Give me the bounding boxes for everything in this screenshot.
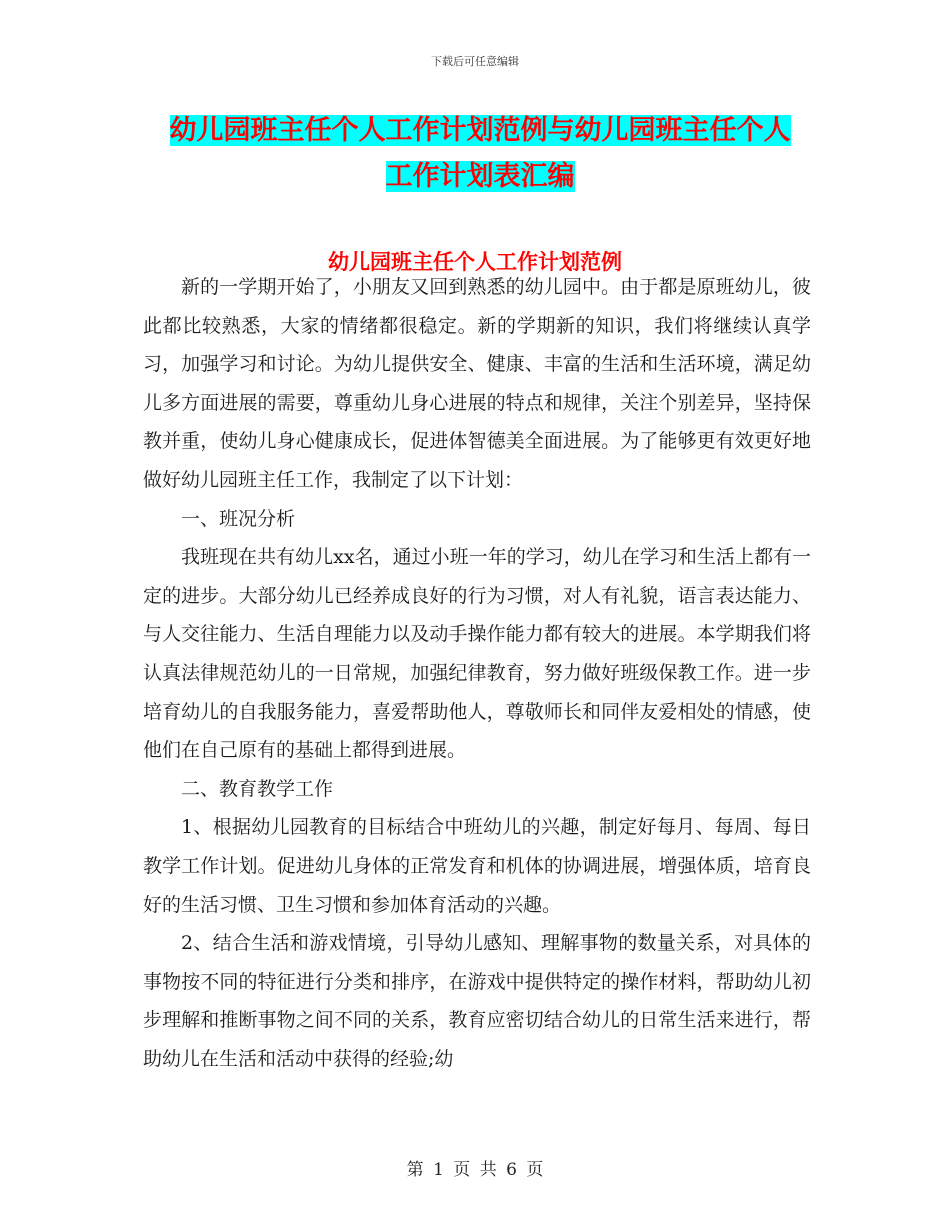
heading-class-analysis: 一、班况分析	[181, 507, 296, 530]
document-body	[143, 268, 811, 1078]
section-title: 幼儿园班主任个人工作计划范例	[328, 250, 622, 274]
header-note: 下载后可任意编辑	[431, 55, 519, 68]
document-title-line2: 工作计划表汇编	[385, 161, 575, 192]
page-footer: 第 1 页 共 6 页	[406, 1160, 544, 1180]
paragraph-teaching-1: 1、根据幼儿园教育的目标结合中班幼儿的兴趣，制定好每月、每周、每日教学工作计划。促进幼儿身体的正常发育和机体的协调进展，增强体质，培育良好的生活习惯、卫生习惯和参加体育活动的兴趣。	[143, 816, 811, 916]
paragraph-teaching-2: 2、结合生活和游戏情境，引导幼儿感知、理解事物的数量关系，对具体的事物按不同的特征进行分类和排序，在游戏中提供特定的操作材料，帮助幼儿初步理解和推断事物之间不同的关系，教育应密切结合幼儿的日常生活来进行，帮助幼儿在生活和活动中获得的经验;幼	[143, 932, 811, 1070]
paragraph-intro: 新的一学期开始了，小朋友又回到熟悉的幼儿园中。由于都是原班幼儿，彼此都比较熟悉，大家的情绪都很稳定。新的学期新的知识，我们将继续认真学习，加强学习和讨论。为幼儿提供安全、健康、丰富的生活和生活环境，满足幼儿多方面进展的需要，尊重幼儿身心进展的特点和规律，关注个别差异，坚持保教并重，使幼儿身心健康成长，促进体智德美全面进展。为了能够更有效更好地做好幼儿园班主任工作，我制定了以下计划：	[143, 276, 811, 491]
document-title-line1: 幼儿园班主任个人工作计划范例与幼儿园班主任个人	[169, 115, 791, 146]
heading-teaching-work: 二、教育教学工作	[181, 777, 334, 800]
paragraph-class-analysis: 我班现在共有幼儿xx名，通过小班一年的学习，幼儿在学习和生活上都有一定的进步。大部分幼儿已经养成良好的行为习惯，对人有礼貌，语言表达能力、与人交往能力、生活自理能力以及动手操作能力都有较大的进展。本学期我们将认真法律规范幼儿的一日常规，加强纪律教育，努力做好班级保教工作。进一步培育幼儿的自我服务能力，喜爱帮助他人，尊敬师长和同伴友爱相处的情感，使他们在自己原有的基础上都得到进展。	[143, 546, 811, 762]
document-title	[140, 108, 820, 200]
